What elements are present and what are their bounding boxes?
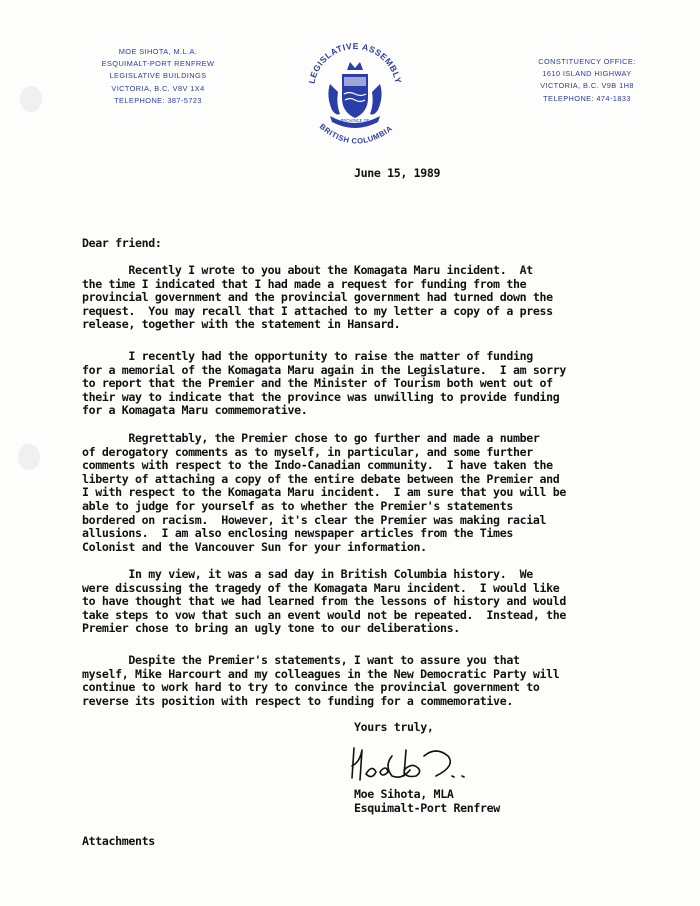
letterhead-right-line: VICTORIA, B.C. V9B 1H8 [540,81,634,91]
seal-top-text: LEGISLATIVE ASSEMBLY [306,40,404,85]
letterhead-right-line: 1610 ISLAND HIGHWAY [542,69,632,79]
letterhead-left-line: TELEPHONE: 387-5723 [114,95,202,105]
letter-paragraph: Despite the Premier's statements, I want to assure you that myself, Mike Harcourt and my colleagues in the New Democratic Party will continue to work hard to try to convince the provincial government to reverse its position with respect to funding for a commemorative. [82,653,560,708]
seal-province-of-text: PROVINCE OF [340,118,370,123]
legislative-assembly-seal-icon [300,40,410,160]
letterhead-left-line: MOE SIHOTA, M.L.A. [118,47,198,56]
letterhead-right-address [532,56,642,105]
letterhead-left-line: ESQUIMALT-PORT RENFREW [101,59,215,69]
letter-closing: Yours truly, [354,720,434,734]
letter-paragraph: Recently I wrote to you about the Komagata Maru incident. At the time I indicated that I had made a request for funding from the provincial government and the provincial government had turned down the request. You may recall that I attached to my letter a copy of a press release, together with the statement in Hansard. [82,263,553,332]
signatory-name: Moe Sihota, MLA [354,787,454,801]
letterhead-left-line: LEGISLATIVE BUILDINGS [109,71,207,81]
scan-punch-hole-middle [18,444,40,470]
letterhead-right-line: TELEPHONE: 474-1833 [543,93,631,103]
letter-salutation: Dear friend: [82,236,162,250]
signatory-block [354,788,500,815]
scan-punch-hole-top [20,86,42,112]
letter-paragraph: In my view, it was a sad day in British Columbia history. We were discussing the tragedy of the Komagata Maru incident. I would like to have thought that we had learned from the lessons of history and would take steps to vow that such an event would not be repeated. Instead, the Premier chose to bring an ugly tone to our deliberations. [82,567,566,636]
letter-paragraph: Regrettably, the Premier chose to go further and made a number of derogatory comments as to myself, in particular, and some further comments with respect to the Indo-Canadian community. I have taken the liberty of attaching a copy of the entire debate between the Premier and I with respect to the Komagata Maru incident. I am sure that you will be able to judge for yourself as to whether the Premier's statements bordered on racism. However, it's clear the Premier was making racial allusions. I am also enclosing newspaper articles from the Times Colonist and the Vancouver Sun for your information. [82,431,566,554]
handwritten-signature-icon [340,736,480,786]
letterhead-right-line: CONSTITUENCY OFFICE: [538,57,636,66]
letter-paragraph: I recently had the opportunity to raise the matter of funding for a memorial of the Komagata Maru again in the Legislature. I am sorry to report that the Premier and the Minister of Tourism both went out of their way to indicate that the province was unwilling to provide funding for a Komagata Maru commemorative. [82,349,566,418]
signatory-riding: Esquimalt-Port Renfrew [354,800,500,815]
seal-bottom-text: BRITISH COLUMBIA [317,121,395,146]
enclosure-note: Attachments [82,834,155,848]
letter-date: June 15, 1989 [354,166,441,180]
letterhead-left-address [88,46,228,107]
letterhead-left-line: VICTORIA, B.C. V8V 1X4 [111,83,205,93]
